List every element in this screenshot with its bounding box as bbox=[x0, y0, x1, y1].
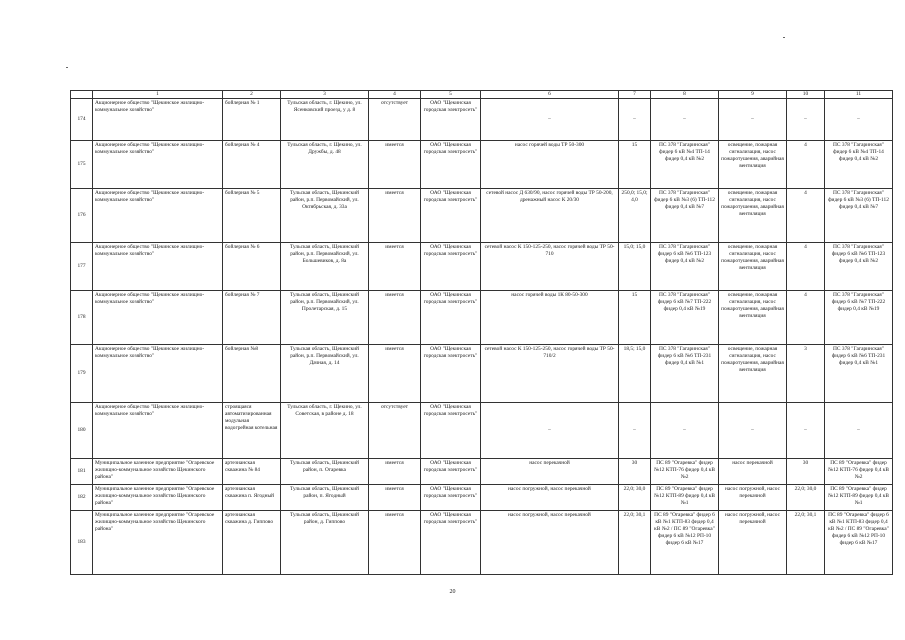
power-cell: 15 bbox=[619, 291, 651, 345]
address-cell: Тульская область, Щекинский район, п. Огаревка bbox=[281, 459, 369, 485]
power-cell: 22,0; 30,1 bbox=[619, 511, 651, 575]
header-cell: 2 bbox=[223, 91, 281, 99]
reserve-feeder-cell: ПС 378 "Гагаринская" фидер 6 кВ №6 ТП-123 фидер 0,4 кВ №2 bbox=[825, 243, 893, 291]
consumers-cell: освещение, пожарная сигнализация, насос пожаротушения, аварийная вентиляция bbox=[719, 189, 787, 243]
availability-cell: имеется bbox=[369, 243, 421, 291]
object-cell: артезианская скважина д. Гиппово bbox=[223, 511, 281, 575]
address-cell: Тульская область, Щекинский район, р.п. Первомайский, ул. Дачная, д. 14 bbox=[281, 345, 369, 403]
consumers-cell: насос погружной, насос перекачной bbox=[719, 511, 787, 575]
header-row bbox=[71, 91, 893, 99]
equipment-cell: насос горячей воды ТР 50-300 bbox=[481, 141, 619, 189]
grid-company-cell: ОАО "Щекинская городская электросеть" bbox=[421, 485, 481, 511]
feeder-cell: – bbox=[651, 403, 719, 459]
energy-consumers-table bbox=[70, 90, 893, 575]
power-cell: 15 bbox=[619, 141, 651, 189]
grid-company-cell: ОАО "Щекинская городская электросеть" bbox=[421, 99, 481, 141]
reserve-feeder-cell: – bbox=[825, 99, 893, 141]
address-cell: Тульская область, Щекинский район, р.п. Первомайский, ул. Октябрьская, д. 33а bbox=[281, 189, 369, 243]
table-row bbox=[71, 291, 893, 345]
organization-cell: Муниципальное казенное предприятие "Огаревское жилищно-коммунальное хозяйство Щекинского района" bbox=[93, 511, 223, 575]
row-number: 179 bbox=[71, 345, 93, 403]
availability-cell: имеется bbox=[369, 189, 421, 243]
organization-cell: Акционерное общество "Щекинское жилищно-коммунальное хозяйство" bbox=[93, 189, 223, 243]
reserve-feeder-cell: ПС 378 "Гагаринская" фидер 6 кВ №7 ТП-222 фидер 0,4 кВ №19 bbox=[825, 291, 893, 345]
feeder-cell: ПС 378 "Гагаринская" фидер 6 кВ №7 ТП-222 фидер 0,4 кВ №19 bbox=[651, 291, 719, 345]
consumers-cell: – bbox=[719, 403, 787, 459]
header-cell: 6 bbox=[481, 91, 619, 99]
availability-cell: имеется bbox=[369, 459, 421, 485]
availability-cell: имеется bbox=[369, 291, 421, 345]
table-row bbox=[71, 511, 893, 575]
object-cell: бойлерная № 6 bbox=[223, 243, 281, 291]
row-number: 177 bbox=[71, 243, 93, 291]
grid-company-cell: ОАО "Щекинская городская электросеть" bbox=[421, 403, 481, 459]
table-row bbox=[71, 243, 893, 291]
feeder-cell: – bbox=[651, 99, 719, 141]
power-cell: – bbox=[619, 99, 651, 141]
address-cell: Тульская область, г. Щекино, ул. Дружбы, д. 48 bbox=[281, 141, 369, 189]
equipment-cell: насос перекачной bbox=[481, 459, 619, 485]
grid-company-cell: ОАО "Щекинская городская электросеть" bbox=[421, 511, 481, 575]
grid-company-cell: ОАО "Щекинская городская электросеть" bbox=[421, 243, 481, 291]
header-cell: 7 bbox=[619, 91, 651, 99]
reserve-power-cell: 4 bbox=[787, 189, 825, 243]
availability-cell: имеется bbox=[369, 141, 421, 189]
organization-cell: Акционерное общество "Щекинское жилищно-коммунальное хозяйство" bbox=[93, 141, 223, 189]
power-cell: 22,0; 30,0 bbox=[619, 485, 651, 511]
row-number: 174 bbox=[71, 99, 93, 141]
header-cell: 9 bbox=[719, 91, 787, 99]
reserve-power-cell: 3 bbox=[787, 345, 825, 403]
table-row bbox=[71, 485, 893, 511]
header-cell-blank bbox=[71, 91, 93, 99]
reserve-power-cell: 22,0; 30,0 bbox=[787, 485, 825, 511]
row-number: 182 bbox=[71, 485, 93, 511]
object-cell: строящаяся автоматизированная модульная водогрейная котельная bbox=[223, 403, 281, 459]
header-cell: 3 bbox=[281, 91, 369, 99]
power-cell: 250,0; 15,0; 4,0 bbox=[619, 189, 651, 243]
organization-cell: Муниципальное казенное предприятие "Огаревское жилищно-коммунальное хозяйство Щекинского района" bbox=[93, 459, 223, 485]
row-number: 176 bbox=[71, 189, 93, 243]
table-row bbox=[71, 459, 893, 485]
object-cell: бойлерная №8 bbox=[223, 345, 281, 403]
object-cell: бойлерная № 1 bbox=[223, 99, 281, 141]
address-cell: Тульская область, Щекинский район, д. Гиппово bbox=[281, 511, 369, 575]
reserve-power-cell: 4 bbox=[787, 291, 825, 345]
equipment-cell: насос погружной, насос перекачной bbox=[481, 511, 619, 575]
address-cell: Тульская область, г. Щекино, ул. Советская, в районе д. 18 bbox=[281, 403, 369, 459]
address-cell: Тульская область, Щекинский район, р.п. Первомайский, ул. Пролетарская, д. 15 bbox=[281, 291, 369, 345]
organization-cell: Муниципальное казенное предприятие "Огаревское жилищно-коммунальное хозяйство Щекинского района" bbox=[93, 485, 223, 511]
consumers-cell: насос погружной, насос перекачной bbox=[719, 485, 787, 511]
reserve-feeder-cell: – bbox=[825, 403, 893, 459]
header-cell: 8 bbox=[651, 91, 719, 99]
consumers-cell: насос перекачной bbox=[719, 459, 787, 485]
availability-cell: имеется bbox=[369, 511, 421, 575]
equipment-cell: сетевой насос К 150-125-250, насос горячей воды ТР 50-710/2 bbox=[481, 345, 619, 403]
grid-company-cell: ОАО "Щекинская городская электросеть" bbox=[421, 141, 481, 189]
feeder-cell: ПС 89 "Огаревка" фидер 6 кВ №1 КТП-83 фидер 0,4 кВ №2 / ПС 89 "Огаревка" фидер 6 кВ №12 РП-10 фидер 6 кВ №17 bbox=[651, 511, 719, 575]
reserve-feeder-cell: ПС 89 "Огаревка" фидер 6 кВ №1 КТП-83 фидер 0,4 кВ №2 / ПС 89 "Огаревка" фидер 6 кВ №12 РП-10 фидер 6 кВ №17 bbox=[825, 511, 893, 575]
availability-cell: имеется bbox=[369, 345, 421, 403]
feeder-cell: ПС 89 "Огаревка" фидер №12 КТП-76 фидер 0,4 кВ №2 bbox=[651, 459, 719, 485]
object-cell: бойлерная № 7 bbox=[223, 291, 281, 345]
row-number: 175 bbox=[71, 141, 93, 189]
equipment-cell: насос горячей воды 1К 80-50-300 bbox=[481, 291, 619, 345]
table-row bbox=[71, 141, 893, 189]
organization-cell: Акционерное общество "Щекинское жилищно-коммунальное хозяйство" bbox=[93, 291, 223, 345]
address-cell: Тульская область, г. Щекино, ул. Ясенковский проезд, у д. 8 bbox=[281, 99, 369, 141]
row-number: 178 bbox=[71, 291, 93, 345]
header-cell: 11 bbox=[825, 91, 893, 99]
feeder-cell: ПС 378 "Гагаринская" фидер 6 кВ №4 ТП-14 фидер 0,4 кВ №2 bbox=[651, 141, 719, 189]
availability-cell: отсутствует bbox=[369, 99, 421, 141]
object-cell: бойлерная № 5 bbox=[223, 189, 281, 243]
reserve-feeder-cell: ПС 89 "Огаревка" фидер №12 КТП-76 фидер 0,4 кВ №2 bbox=[825, 459, 893, 485]
object-cell: артезианская скважина № 84 bbox=[223, 459, 281, 485]
consumers-cell: освещение, пожарная сигнализация, насос пожаротушения, аварийная вентиляция bbox=[719, 243, 787, 291]
consumers-cell: – bbox=[719, 99, 787, 141]
equipment-cell: насос погружной, насос перекачной bbox=[481, 485, 619, 511]
scan-speck bbox=[66, 67, 68, 68]
header-cell: 1 bbox=[93, 91, 223, 99]
organization-cell: Акционерное общество "Щекинское жилищно-коммунальное хозяйство" bbox=[93, 403, 223, 459]
header-cell: 4 bbox=[369, 91, 421, 99]
reserve-feeder-cell: ПС 378 "Гагаринская" фидер 6 кВ №4 ТП-14 фидер 0,4 кВ №2 bbox=[825, 141, 893, 189]
table-row bbox=[71, 99, 893, 141]
row-number: 180 bbox=[71, 403, 93, 459]
grid-company-cell: ОАО "Щекинская городская электросеть" bbox=[421, 291, 481, 345]
header-cell: 5 bbox=[421, 91, 481, 99]
table-row bbox=[71, 189, 893, 243]
feeder-cell: ПС 89 "Огаревка" фидер №12 КТП-89 фидер 0,4 кВ №1 bbox=[651, 485, 719, 511]
reserve-power-cell: – bbox=[787, 403, 825, 459]
organization-cell: Акционерное общество "Щекинское жилищно-коммунальное хозяйство" bbox=[93, 243, 223, 291]
reserve-power-cell: – bbox=[787, 99, 825, 141]
organization-cell: Акционерное общество "Щекинское жилищно-коммунальное хозяйство" bbox=[93, 99, 223, 141]
availability-cell: имеется bbox=[369, 485, 421, 511]
reserve-feeder-cell: ПС 378 "Гагаринская" фидер 6 кВ №6 ТП-231 фидер 0,4 кВ №1 bbox=[825, 345, 893, 403]
feeder-cell: ПС 378 "Гагаринская" фидер 6 кВ №6 ТП-123 фидер 0,4 кВ №2 bbox=[651, 243, 719, 291]
equipment-cell: – bbox=[481, 403, 619, 459]
power-cell: 18,5; 15,0 bbox=[619, 345, 651, 403]
power-cell: 15,0; 15,0 bbox=[619, 243, 651, 291]
power-cell: – bbox=[619, 403, 651, 459]
scan-speck bbox=[783, 37, 785, 38]
consumers-cell: освещение, пожарная сигнализация, насос пожаротушения, аварийная вентиляция bbox=[719, 345, 787, 403]
page-number: 20 bbox=[449, 589, 456, 595]
grid-company-cell: ОАО "Щекинская городская электросеть" bbox=[421, 345, 481, 403]
row-number: 183 bbox=[71, 511, 93, 575]
feeder-cell: ПС 378 "Гагаринская" фидер 6 кВ №3 (6) ТП-112 фидер 0,4 кВ №7 bbox=[651, 189, 719, 243]
feeder-cell: ПС 378 "Гагаринская" фидер 6 кВ №6 ТП-231 фидер 0,4 кВ №1 bbox=[651, 345, 719, 403]
reserve-power-cell: 4 bbox=[787, 141, 825, 189]
availability-cell: отсутствует bbox=[369, 403, 421, 459]
grid-company-cell: ОАО "Щекинская городская электросеть" bbox=[421, 189, 481, 243]
organization-cell: Акционерное общество "Щекинское жилищно-коммунальное хозяйство" bbox=[93, 345, 223, 403]
row-number: 181 bbox=[71, 459, 93, 485]
object-cell: бойлерная № 4 bbox=[223, 141, 281, 189]
object-cell: артезианская скважина п. Ягодный bbox=[223, 485, 281, 511]
equipment-cell: сетевой насос Д 630/90, насос горячей воды ТР 50-200, дренажный насос К 20/30 bbox=[481, 189, 619, 243]
grid-company-cell: ОАО "Щекинская городская электросеть" bbox=[421, 459, 481, 485]
equipment-cell: – bbox=[481, 99, 619, 141]
consumers-cell: освещение, пожарная сигнализация, насос пожаротушения, аварийная вентиляция bbox=[719, 291, 787, 345]
table-row bbox=[71, 403, 893, 459]
reserve-feeder-cell: ПС 89 "Огаревка" фидер №12 КТП-89 фидер 0,4 кВ №1 bbox=[825, 485, 893, 511]
address-cell: Тульская область, Щекинский район, п. Ягодный bbox=[281, 485, 369, 511]
reserve-power-cell: 22,0; 30,1 bbox=[787, 511, 825, 575]
table-row bbox=[71, 345, 893, 403]
reserve-feeder-cell: ПС 378 "Гагаринская" фидер 6 кВ №3 (6) ТП-112 фидер 0,4 кВ №7 bbox=[825, 189, 893, 243]
power-cell: 30 bbox=[619, 459, 651, 485]
equipment-cell: сетевой насос К 150-125-250, насос горячей воды ТР 50-710 bbox=[481, 243, 619, 291]
reserve-power-cell: 4 bbox=[787, 243, 825, 291]
consumers-cell: освещение, пожарная сигнализация, насос пожаротушения, аварийная вентиляция bbox=[719, 141, 787, 189]
reserve-power-cell: 30 bbox=[787, 459, 825, 485]
address-cell: Тульская область, Щекинский район, р.п. Первомайский, ул. Большевиков, д. 8а bbox=[281, 243, 369, 291]
header-cell: 10 bbox=[787, 91, 825, 99]
